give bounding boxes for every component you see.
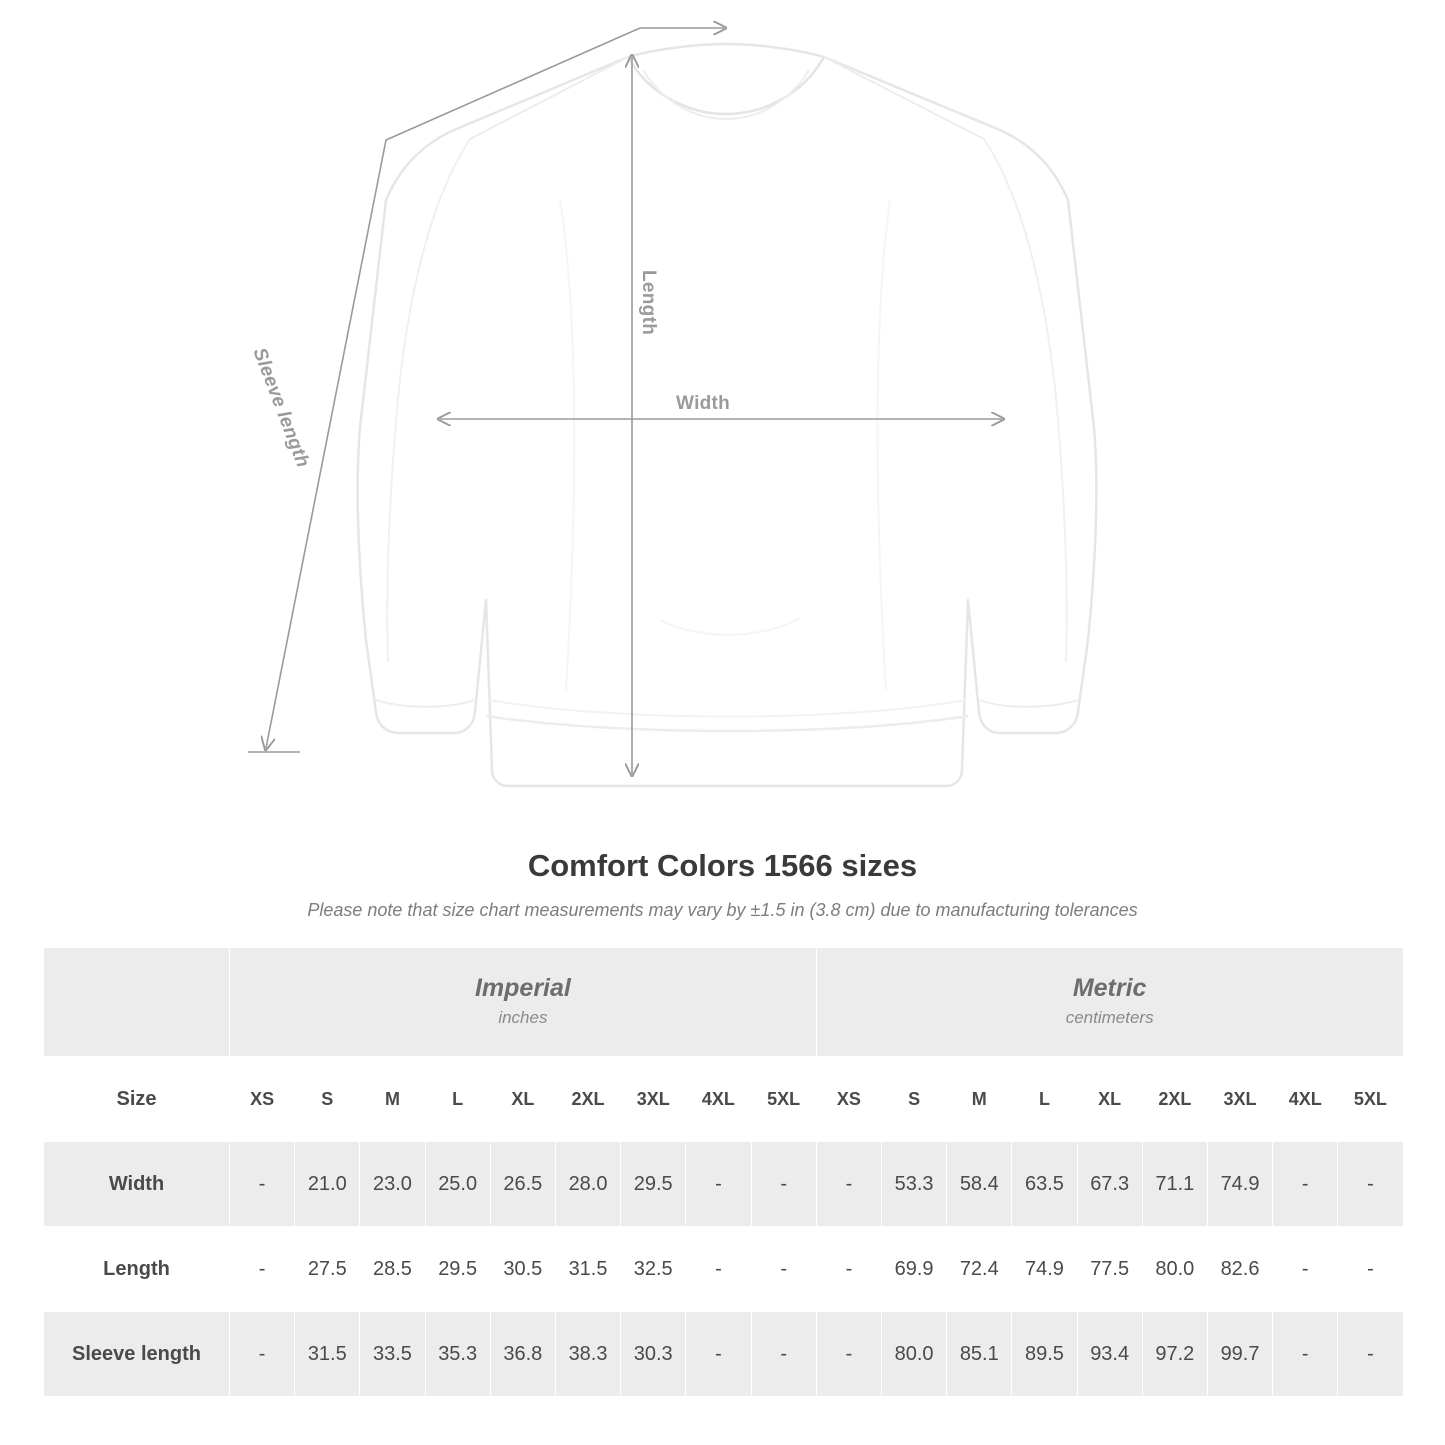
metric-system-cell xyxy=(816,948,1403,1057)
cell-sleeve-imperial-2xl: 38.3 xyxy=(555,1312,620,1397)
imperial-system-unit: inches xyxy=(498,1008,548,1028)
size-header-imperial-m: M xyxy=(360,1057,425,1142)
size-header-metric-xs: XS xyxy=(816,1057,881,1142)
size-table-wrapper xyxy=(43,947,1402,1397)
size-header-metric-4xl: 4XL xyxy=(1273,1057,1338,1142)
cell-sleeve-imperial-xs: - xyxy=(230,1312,295,1397)
size-header-imperial-xs: XS xyxy=(230,1057,295,1142)
size-column-label: Size xyxy=(44,1057,230,1142)
cell-sleeve-imperial-xl: 36.8 xyxy=(490,1312,555,1397)
table-row-length xyxy=(44,1227,1404,1312)
imperial-system-cell xyxy=(230,948,817,1057)
cell-length-metric-s: 69.9 xyxy=(882,1227,947,1312)
cell-sleeve-metric-2xl: 97.2 xyxy=(1142,1312,1207,1397)
sleeve-length-dimension-label: Sleeve length xyxy=(248,345,314,471)
cell-sleeve-imperial-4xl: - xyxy=(686,1312,751,1397)
cell-sleeve-metric-4xl: - xyxy=(1273,1312,1338,1397)
cell-width-metric-5xl: - xyxy=(1338,1142,1403,1227)
cell-length-imperial-4xl: - xyxy=(686,1227,751,1312)
cell-length-imperial-xl: 30.5 xyxy=(490,1227,555,1312)
cell-width-imperial-l: 25.0 xyxy=(425,1142,490,1227)
row-label-length: Length xyxy=(44,1227,230,1312)
size-header-imperial-5xl: 5XL xyxy=(751,1057,816,1142)
cell-length-imperial-xs: - xyxy=(230,1227,295,1312)
cell-sleeve-metric-xs: - xyxy=(816,1312,881,1397)
cell-length-metric-5xl: - xyxy=(1338,1227,1403,1312)
size-header-imperial-3xl: 3XL xyxy=(621,1057,686,1142)
cell-length-imperial-m: 28.5 xyxy=(360,1227,425,1312)
cell-length-metric-l: 74.9 xyxy=(1012,1227,1077,1312)
size-header-metric-5xl: 5XL xyxy=(1338,1057,1403,1142)
size-header-metric-3xl: 3XL xyxy=(1207,1057,1272,1142)
cell-width-imperial-xs: - xyxy=(230,1142,295,1227)
size-header-row xyxy=(44,1057,1404,1142)
title-block xyxy=(0,848,1445,921)
size-header-metric-2xl: 2XL xyxy=(1142,1057,1207,1142)
size-header-imperial-2xl: 2XL xyxy=(555,1057,620,1142)
table-row-sleeve-length xyxy=(44,1312,1404,1397)
cell-sleeve-metric-3xl: 99.7 xyxy=(1207,1312,1272,1397)
cell-length-metric-4xl: - xyxy=(1273,1227,1338,1312)
cell-width-imperial-s: 21.0 xyxy=(295,1142,360,1227)
cell-sleeve-metric-xl: 93.4 xyxy=(1077,1312,1142,1397)
size-header-imperial-l: L xyxy=(425,1057,490,1142)
cell-width-metric-m: 58.4 xyxy=(947,1142,1012,1227)
cell-length-imperial-2xl: 31.5 xyxy=(555,1227,620,1312)
size-header-metric-m: M xyxy=(947,1057,1012,1142)
cell-length-metric-xs: - xyxy=(816,1227,881,1312)
size-table xyxy=(43,947,1404,1397)
cell-width-metric-s: 53.3 xyxy=(882,1142,947,1227)
row-label-sleeve-length: Sleeve length xyxy=(44,1312,230,1397)
cell-width-metric-3xl: 74.9 xyxy=(1207,1142,1272,1227)
size-header-metric-l: L xyxy=(1012,1057,1077,1142)
cell-width-imperial-3xl: 29.5 xyxy=(621,1142,686,1227)
cell-width-imperial-5xl: - xyxy=(751,1142,816,1227)
cell-length-metric-xl: 77.5 xyxy=(1077,1227,1142,1312)
cell-sleeve-imperial-s: 31.5 xyxy=(295,1312,360,1397)
system-header-row xyxy=(44,948,1404,1057)
cell-sleeve-imperial-5xl: - xyxy=(751,1312,816,1397)
cell-sleeve-metric-m: 85.1 xyxy=(947,1312,1012,1397)
cell-sleeve-imperial-m: 33.5 xyxy=(360,1312,425,1397)
system-spacer-cell xyxy=(44,948,230,1057)
metric-system-name: Metric xyxy=(1072,973,1147,1002)
cell-length-imperial-s: 27.5 xyxy=(295,1227,360,1312)
cell-width-imperial-2xl: 28.0 xyxy=(555,1142,620,1227)
cell-sleeve-imperial-3xl: 30.3 xyxy=(621,1312,686,1397)
cell-width-metric-xl: 67.3 xyxy=(1077,1142,1142,1227)
cell-length-metric-2xl: 80.0 xyxy=(1142,1227,1207,1312)
cell-width-metric-xs: - xyxy=(816,1142,881,1227)
cell-sleeve-metric-s: 80.0 xyxy=(882,1312,947,1397)
sweatshirt-shape xyxy=(358,44,1097,786)
cell-sleeve-imperial-l: 35.3 xyxy=(425,1312,490,1397)
size-header-imperial-s: S xyxy=(295,1057,360,1142)
cell-length-imperial-3xl: 32.5 xyxy=(621,1227,686,1312)
cell-sleeve-metric-5xl: - xyxy=(1338,1312,1403,1397)
cell-width-imperial-m: 23.0 xyxy=(360,1142,425,1227)
size-header-imperial-xl: XL xyxy=(490,1057,555,1142)
cell-width-metric-4xl: - xyxy=(1273,1142,1338,1227)
cell-length-imperial-5xl: - xyxy=(751,1227,816,1312)
cell-width-imperial-xl: 26.5 xyxy=(490,1142,555,1227)
size-header-imperial-4xl: 4XL xyxy=(686,1057,751,1142)
size-header-metric-xl: XL xyxy=(1077,1057,1142,1142)
metric-system-unit: centimeters xyxy=(1065,1008,1154,1028)
imperial-system-name: Imperial xyxy=(474,973,571,1002)
size-header-metric-s: S xyxy=(882,1057,947,1142)
cell-width-metric-2xl: 71.1 xyxy=(1142,1142,1207,1227)
cell-length-imperial-l: 29.5 xyxy=(425,1227,490,1312)
cell-length-metric-3xl: 82.6 xyxy=(1207,1227,1272,1312)
cell-width-metric-l: 63.5 xyxy=(1012,1142,1077,1227)
row-label-width: Width xyxy=(44,1142,230,1227)
cell-length-metric-m: 72.4 xyxy=(947,1227,1012,1312)
chart-note: Please note that size chart measurements may vary by ±1.5 in (3.8 cm) due to manufacturing tolerances xyxy=(307,900,1138,920)
chart-title: Comfort Colors 1566 sizes xyxy=(527,848,918,883)
length-dimension-label: Length xyxy=(638,270,659,336)
cell-sleeve-metric-l: 89.5 xyxy=(1012,1312,1077,1397)
cell-width-imperial-4xl: - xyxy=(686,1142,751,1227)
width-dimension-label: Width xyxy=(676,393,731,414)
table-row-width xyxy=(44,1142,1404,1227)
